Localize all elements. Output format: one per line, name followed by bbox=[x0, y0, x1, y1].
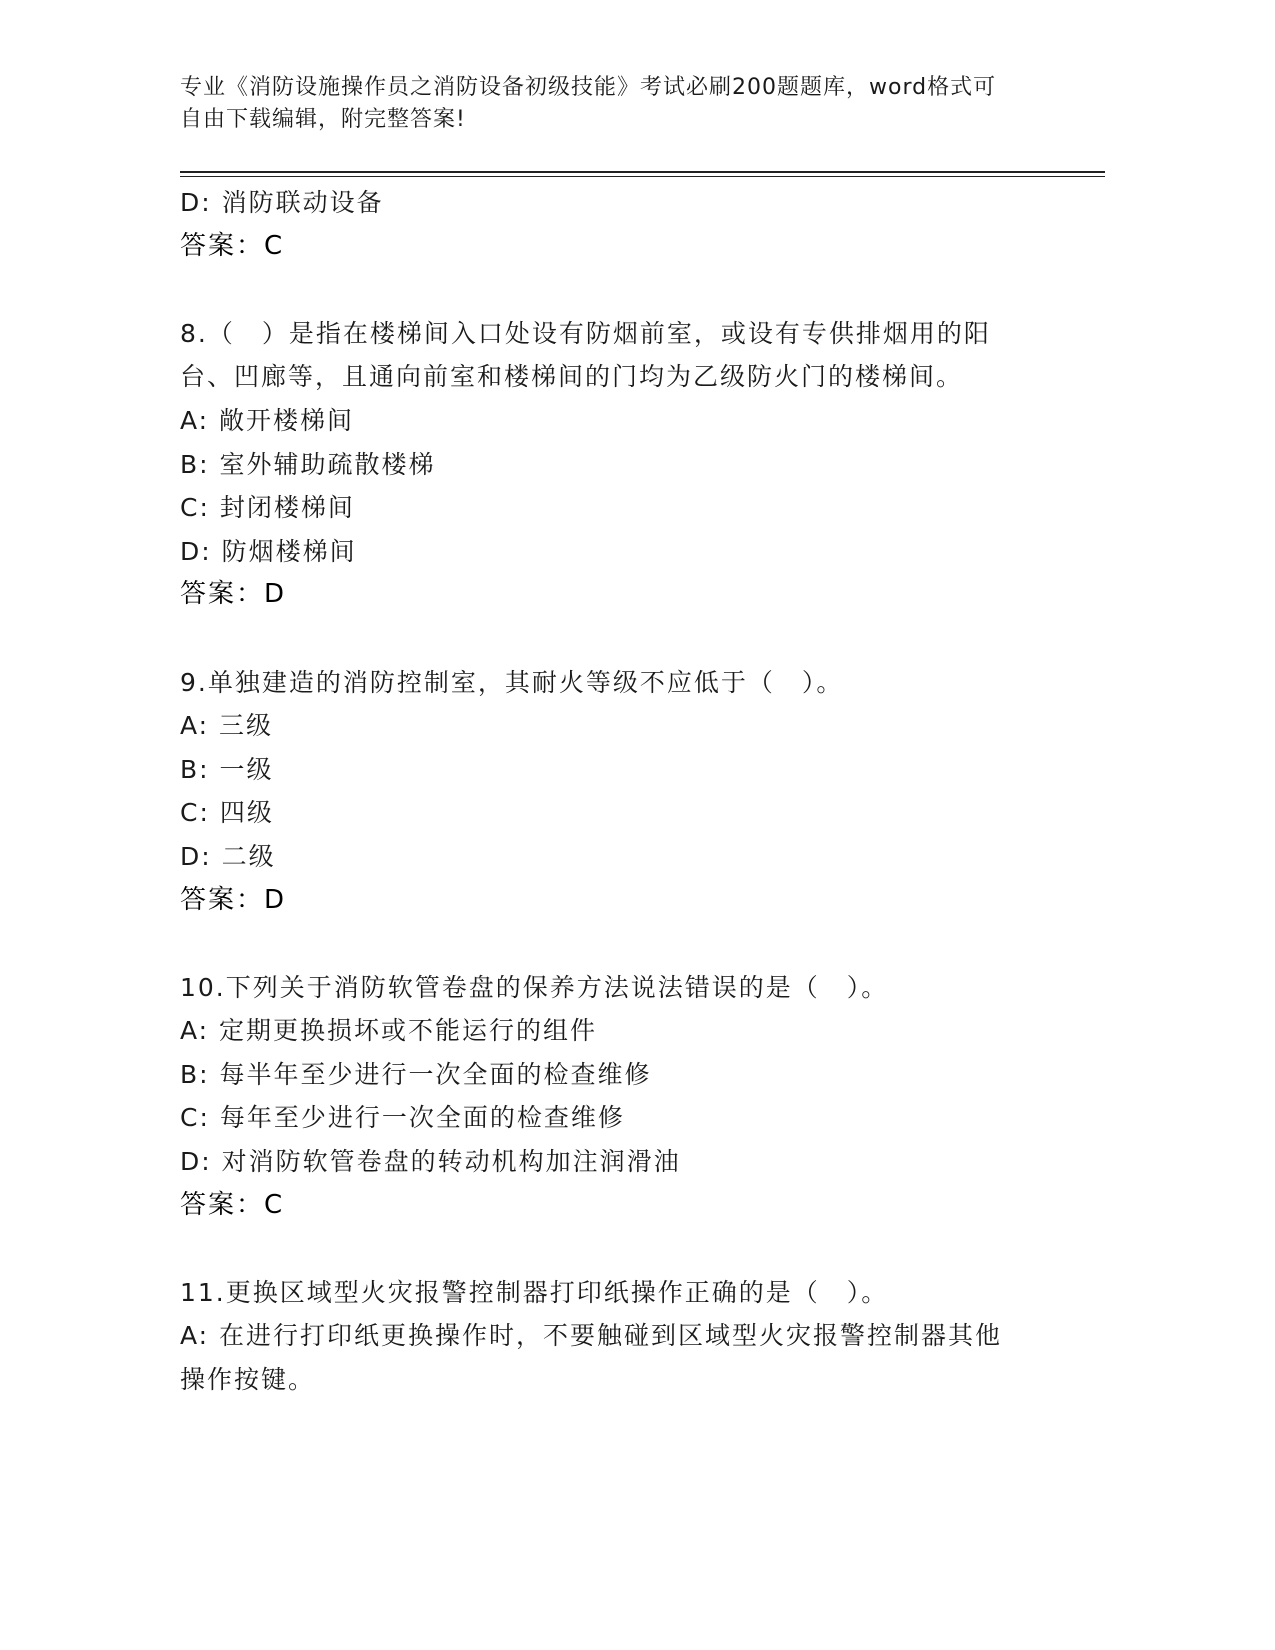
question-stem-cont: 台、凹廊等，且通向前室和楼梯间的门均为乙级防火门的楼梯间。 bbox=[180, 362, 964, 392]
option-b: B: 每半年至少进行一次全面的检查维修 bbox=[180, 1059, 652, 1089]
spacer bbox=[180, 617, 1060, 661]
spacer bbox=[180, 1227, 1060, 1271]
question-11 bbox=[180, 1271, 1060, 1402]
question-stem: 9.单独建造的消防控制室，其耐火等级不应低于（ ）。 bbox=[180, 667, 844, 697]
header-line-1: 专业《消防设施操作员之消防设备初级技能》考试必刷200题题库，word格式可 bbox=[180, 75, 997, 100]
header-line-2: 自由下载编辑，附完整答案! bbox=[180, 107, 466, 132]
answer: 答案：D bbox=[180, 884, 287, 915]
option-d: D: 防烟楼梯间 bbox=[180, 536, 357, 566]
spacer bbox=[180, 922, 1060, 966]
question-8 bbox=[180, 312, 1060, 617]
answer: 答案：C bbox=[180, 1189, 285, 1220]
option-c: C: 每年至少进行一次全面的检查维修 bbox=[180, 1103, 625, 1133]
option-d: D: 消防联动设备 bbox=[180, 188, 384, 217]
header-rule-thick bbox=[180, 171, 1105, 173]
option-a: A: 定期更换损坏或不能运行的组件 bbox=[180, 1016, 598, 1046]
question-stem: 8.（ ）是指在楼梯间入口处设有防烟前室，或设有专供排烟用的阳 bbox=[180, 318, 991, 348]
question-stem: 10.下列关于消防软管卷盘的保养方法说法错误的是（ ）。 bbox=[180, 972, 889, 1002]
option-a: A: 在进行打印纸更换操作时，不要触碰到区域型火灾报警控制器其他 bbox=[180, 1321, 1003, 1351]
option-b: B: 一级 bbox=[180, 754, 274, 784]
answer: 答案：C bbox=[180, 230, 285, 261]
option-a-cont: 操作按键。 bbox=[180, 1365, 316, 1395]
option-a: A: 敞开楼梯间 bbox=[180, 405, 355, 435]
question-10 bbox=[180, 966, 1060, 1228]
question-list bbox=[180, 181, 1060, 1402]
option-b: B: 室外辅助疏散楼梯 bbox=[180, 449, 436, 479]
option-d: D: 对消防软管卷盘的转动机构加注润滑油 bbox=[180, 1147, 681, 1177]
option-a: A: 三级 bbox=[180, 711, 274, 741]
spacer bbox=[180, 268, 1060, 312]
option-d: D: 二级 bbox=[180, 841, 276, 871]
document-header bbox=[180, 72, 1040, 136]
answer: 答案：D bbox=[180, 579, 287, 610]
question-9 bbox=[180, 661, 1060, 923]
option-c: C: 四级 bbox=[180, 798, 274, 828]
option-c: C: 封闭楼梯间 bbox=[180, 493, 355, 523]
header-rule-thin bbox=[180, 176, 1105, 177]
question-stem: 11.更换区域型火灾报警控制器打印纸操作正确的是（ ）。 bbox=[180, 1277, 889, 1307]
